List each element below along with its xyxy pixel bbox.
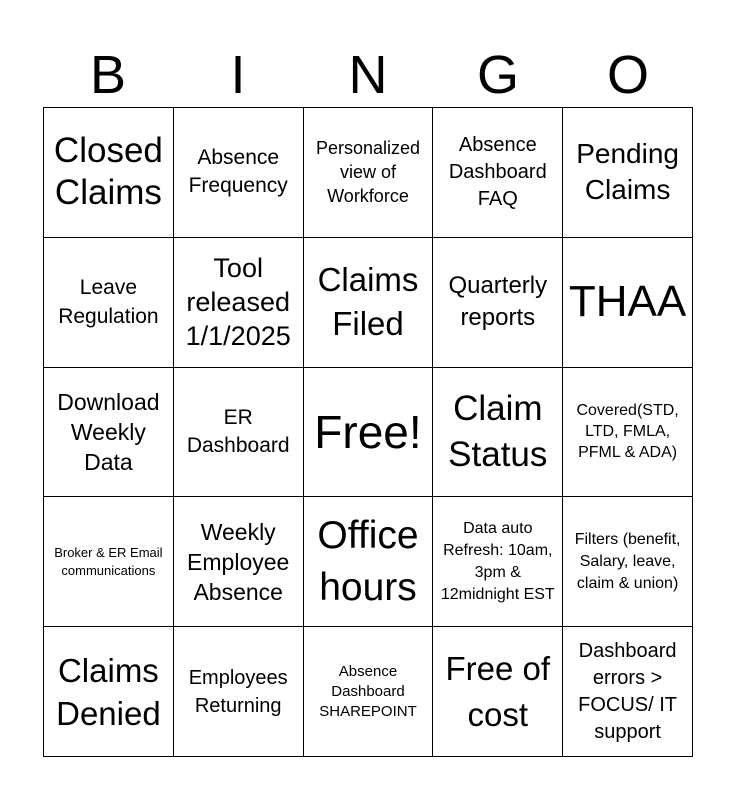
cell-text: Claims Denied bbox=[56, 651, 161, 732]
bingo-header bbox=[43, 44, 693, 106]
cell-text: Claims Filed bbox=[317, 261, 419, 343]
cell-text: THAA bbox=[568, 277, 687, 327]
header-letter-i: I bbox=[230, 45, 246, 105]
bingo-cell bbox=[174, 627, 304, 757]
cell-text: Tool released 1/1/2025 bbox=[185, 253, 291, 352]
bingo-cell bbox=[563, 497, 693, 627]
header-letter-o: O bbox=[606, 45, 649, 105]
cell-text: Employees Returning bbox=[188, 666, 288, 717]
cell-text: Dashboard errors > FOCUS/ IT support bbox=[578, 639, 678, 743]
bingo-cell bbox=[563, 627, 693, 757]
bingo-cell bbox=[44, 497, 174, 627]
header-letter-b: B bbox=[89, 45, 127, 105]
cell-text: Absence Frequency bbox=[188, 146, 288, 198]
bingo-cell bbox=[563, 368, 693, 498]
bingo-cell bbox=[304, 238, 434, 368]
cell-text: Data auto Refresh: 10am, 3pm & 12midnight EST bbox=[440, 519, 555, 603]
cell-text: Broker & ER Email communications bbox=[54, 544, 163, 578]
cell-text: Absence Dashboard SHAREPOINT bbox=[319, 662, 417, 720]
cell-text: Free of cost bbox=[445, 649, 551, 733]
bingo-board bbox=[43, 107, 693, 757]
cell-text: ER Dashboard bbox=[186, 405, 290, 457]
bingo-cell bbox=[433, 368, 563, 498]
bingo-cell bbox=[304, 627, 434, 757]
cell-text: Leave Regulation bbox=[58, 276, 159, 329]
cell-text: Free! bbox=[314, 405, 422, 458]
bingo-cell bbox=[433, 627, 563, 757]
bingo-cell bbox=[433, 238, 563, 368]
cell-text: Covered(STD, LTD, FMLA, PFML & ADA) bbox=[576, 402, 679, 462]
header-letter-g: G bbox=[476, 45, 519, 105]
bingo-cell bbox=[304, 497, 434, 627]
bingo-cell bbox=[563, 238, 693, 368]
cell-text: Closed Claims bbox=[53, 131, 163, 213]
bingo-cell bbox=[304, 108, 434, 238]
bingo-cell bbox=[44, 108, 174, 238]
cell-text: Filters (benefit, Salary, leave, claim & union) bbox=[574, 530, 681, 592]
bingo-cell bbox=[174, 108, 304, 238]
header-letter-n: N bbox=[348, 45, 388, 105]
bingo-cell bbox=[44, 368, 174, 498]
bingo-cell bbox=[44, 627, 174, 757]
bingo-cell bbox=[433, 108, 563, 238]
cell-text: Personalized view of Workforce bbox=[315, 138, 421, 207]
bingo-cell bbox=[174, 497, 304, 627]
cell-text: Absence Dashboard FAQ bbox=[448, 133, 547, 210]
cell-text: Quarterly reports bbox=[448, 272, 548, 332]
cell-text: Office hours bbox=[317, 513, 419, 609]
bingo-cell bbox=[174, 368, 304, 498]
bingo-cell bbox=[174, 238, 304, 368]
cell-text: Claim Status bbox=[448, 388, 548, 474]
cell-text: Weekly Employee Absence bbox=[187, 518, 290, 605]
cell-text: Pending Claims bbox=[576, 138, 679, 206]
bingo-cell bbox=[304, 368, 434, 498]
bingo-cell bbox=[433, 497, 563, 627]
bingo-cell bbox=[563, 108, 693, 238]
cell-text: Download Weekly Data bbox=[57, 388, 160, 475]
bingo-cell bbox=[44, 238, 174, 368]
